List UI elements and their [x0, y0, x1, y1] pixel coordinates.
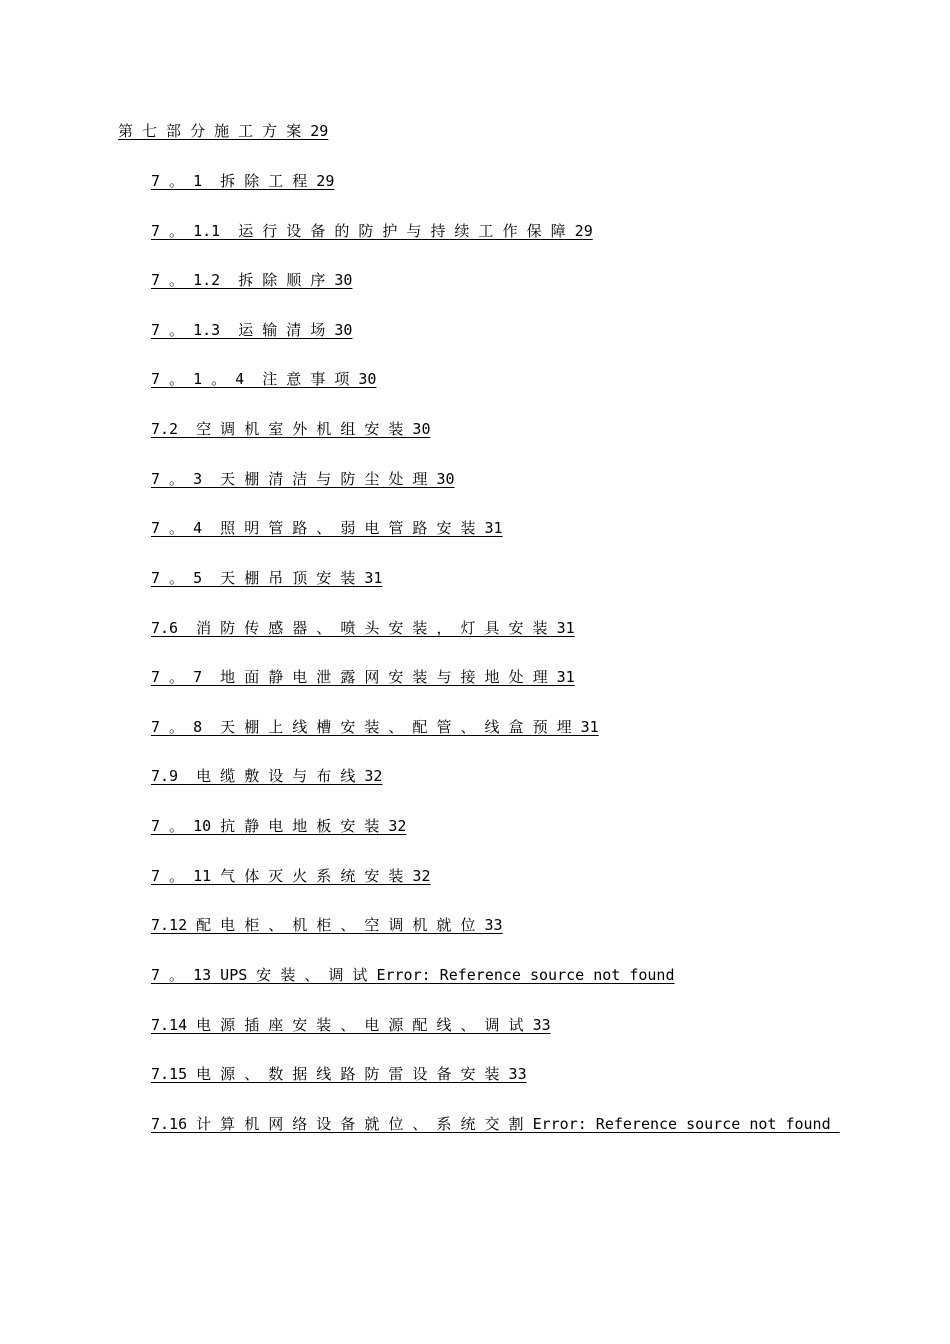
toc-entry-7-2[interactable]: 7.2 空 调 机 室 外 机 组 安 装 30	[151, 420, 431, 438]
toc-entry-7-5[interactable]: 7 。 5 天 棚 吊 顶 安 装 31	[151, 569, 383, 587]
toc-entry-7-1[interactable]: 7 。 1 拆 除 工 程 29	[151, 172, 335, 190]
toc-entry-7-15[interactable]: 7.15 电 源 、 数 据 线 路 防 雷 设 备 安 装 33	[151, 1065, 527, 1083]
toc-entry-7-7[interactable]: 7 。 7 地 面 静 电 泄 露 网 安 装 与 接 地 处 理 31	[151, 668, 575, 686]
toc-entry-7-10[interactable]: 7 。 10 抗 静 电 地 板 安 装 32	[151, 817, 407, 835]
toc-entry-part-7[interactable]: 第 七 部 分 施 工 方 案 29	[118, 122, 329, 140]
toc-entry-7-14[interactable]: 7.14 电 源 插 座 安 装 、 电 源 配 线 、 调 试 33	[151, 1016, 551, 1034]
toc-entry-7-13[interactable]: 7 。 13 UPS 安 装 、 调 试 Error: Reference source not found	[151, 966, 675, 984]
toc-entry-7-1-4[interactable]: 7 。 1 。 4 注 意 事 项 30	[151, 370, 377, 388]
toc-entry-7-4[interactable]: 7 。 4 照 明 管 路 、 弱 电 管 路 安 装 31	[151, 519, 503, 537]
toc-entry-7-1-2[interactable]: 7 。 1.2 拆 除 顺 序 30	[151, 271, 353, 289]
toc-entry-7-1-3[interactable]: 7 。 1.3 运 输 清 场 30	[151, 321, 353, 339]
toc-entry-7-12[interactable]: 7.12 配 电 柜 、 机 柜 、 空 调 机 就 位 33	[151, 916, 503, 934]
toc-entry-7-16[interactable]: 7.16 计 算 机 网 络 设 备 就 位 、 系 统 交 割 Error: Reference source not found	[151, 1115, 840, 1133]
toc-entry-7-3[interactable]: 7 。 3 天 棚 清 洁 与 防 尘 处 理 30	[151, 470, 455, 488]
toc-entry-7-1-1[interactable]: 7 。 1.1 运 行 设 备 的 防 护 与 持 续 工 作 保 障 29	[151, 222, 593, 240]
toc-entry-7-6[interactable]: 7.6 消 防 传 感 器 、 喷 头 安 装 ， 灯 具 安 装 31	[151, 619, 575, 637]
toc-entry-7-11[interactable]: 7 。 11 气 体 灭 火 系 统 安 装 32	[151, 867, 431, 885]
toc-entry-7-8[interactable]: 7 。 8 天 棚 上 线 槽 安 装 、 配 管 、 线 盒 预 埋 31	[151, 718, 599, 736]
toc-entry-7-9[interactable]: 7.9 电 缆 敷 设 与 布 线 32	[151, 767, 383, 785]
